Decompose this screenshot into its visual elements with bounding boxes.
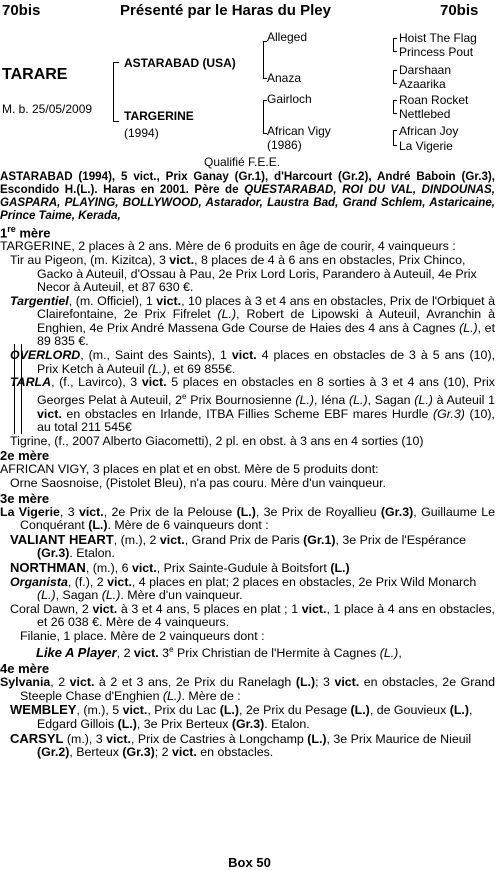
produce-northman: NORTHMAN, (m.), 6 vict., Prix Sainte-Gudule à Boitsfort (L.)	[10, 559, 350, 575]
ancestor-g3-4: Azaarika	[399, 77, 446, 91]
bracket-line	[393, 145, 397, 146]
bracket-line	[263, 100, 264, 134]
dam-year: (1994)	[124, 126, 159, 140]
dam-dam-year: (1986)	[267, 138, 302, 152]
produce-tarla: TARLA, (f., Lavirco), 3 vict. 5 places en obstacles en 8 sorties à 3 et 4 ans (10), Prix Georges Pelat à Auteuil, 2e Prix Bournosienne (L.), Iéna (L.), Sagan (L.) à Auteuil 1 vict. en obstacles en Irlande, ITBA Fillies Scheme EBF mares Hurdle (Gr.3) (10), au total 211 545€	[10, 375, 496, 435]
section-4e-mere: 4e mère	[0, 661, 50, 677]
produce-overlord: OVERLORD, (m., Saint des Saints), 1 vict. 4 places en obstacles de 3 à 5 ans (10), Prix Ketch à Auteuil (L.), et 69 855€.	[10, 348, 496, 376]
horse-name: TARARE	[2, 66, 68, 83]
bracket-line	[393, 113, 397, 114]
lot-number-right: 70bis	[440, 2, 479, 19]
bracket-line	[113, 62, 119, 63]
sire-name: ASTARABAD (USA)	[124, 56, 236, 70]
ancestor-g3-8: La Vigerie	[399, 139, 453, 153]
bracket-line	[393, 70, 397, 71]
produce-valiant-heart: VALIANT HEART, (m.), 2 vict., Grand Prix de Paris (Gr.1), 3e Prix de l'Espérance (Gr.3). Etalon.	[10, 531, 466, 561]
dam-name: TARGERINE	[124, 109, 194, 123]
bracket-line	[393, 83, 397, 84]
qualification: Qualifié F.E.E.	[204, 155, 281, 169]
sire-sire: Alleged	[267, 30, 308, 44]
consignor-title: Présenté par le Haras du Pley	[120, 2, 331, 19]
ancestor-g3-3: Darshaan	[399, 63, 452, 77]
bracket-line	[393, 51, 397, 52]
ancestor-g3-1: Hoist The Flag	[399, 31, 477, 45]
produce-orne-saosnoise: Orne Saosnoise, (Pistolet Bleu), n'a pas couru. Mère d'un vainqueur.	[10, 475, 386, 490]
bracket-line	[393, 100, 397, 101]
ancestor-g3-2: Princess Pout	[399, 45, 474, 59]
margin-rail	[14, 344, 22, 434]
third-dam-la-vigerie: La Vigerie, 3 vict., 2e Prix de la Pelouse (L.), 3e Prix de Royallieu (Gr.3), Guillaume Le Conquérant (L.). Mère de 6 vainqueurs dont :	[0, 504, 495, 533]
produce-targentiel: Targentiel, (m. Officiel), 1 vict., 10 places à 3 et 4 ans en obstacles, Prix de l'Orbiquet à Clairefontaine, 2e Prix Fifrelet (L.), Robert de Lipowski à Auteuil, Avranchin à Enghien, 4e Prix André Massena Gde Course de Haies des 4 ans à Cagnes (L.), et 89 835 €.	[10, 293, 496, 349]
bracket-line	[393, 130, 394, 146]
section-2e-mere: 2e mère	[0, 448, 50, 464]
box-number: Box 50	[228, 855, 271, 870]
bracket-line	[393, 100, 394, 114]
produce-filanie: Filanie, 1 place. Mère de 2 vainqueurs dont :	[20, 628, 265, 643]
dam-dam: African Vigy	[267, 124, 331, 138]
second-dam-intro: AFRICAN VIGY, 3 places en plat et en obst. Mère de 5 produits dont:	[0, 462, 379, 477]
sire-note: ASTARABAD (1994), 5 vict., Prix Ganay (Gr.1), d'Harcourt (Gr.2), André Baboin (Gr.3), Escondido H.(L.). Haras en 2001. Père de QUESTARABAD, ROI DU VAL, DINDOUNAS, GASPARA, PLAYING, BOLLYWOOD, Astarador, Laustra Bad, Grand Schlem, Astaricaine, Prince Taime, Kerada,	[0, 170, 495, 222]
bracket-line	[393, 38, 397, 39]
produce-organista: Organista, (f.), 2 vict., 4 places en plat; 2 places en obstacles, 2e Prix Wild Monarch (L.), Sagan (L.). Mère d'un vainqueur.	[10, 574, 477, 603]
produce-carsyl: CARSYL (m.), 3 vict., Prix de Castries à Longchamp (L.), 3e Prix Maurice de Nieuil (Gr.2), Berteux (Gr.3); 2 vict. en obstacles.	[10, 730, 472, 760]
produce-like-a-player: Like A Player, 2 vict. 3e Prix Christian de l'Hermite à Cagnes (L.),	[36, 645, 402, 661]
section-3e-mere: 3e mère	[0, 490, 50, 506]
produce-tir-au-pigeon: Tir au Pigeon, (m. Kizitca), 3 vict., 8 places de 4 à 6 ans en obstacles, Prix Chinco, Gacko à Auteuil, d'Ossau à Pau, 2e Prix Lord Loris, Parandero à Auteuil, 4e Prix Necor à Auteuil, et 87 630 €.	[10, 252, 477, 295]
bracket-line	[113, 121, 119, 122]
fourth-dam-sylvania: Sylvania, 2 vict. à 2 et 3 ans, 2e Prix du Ranelagh (L.); 3 vict. en obstacles, 2e Grand Steeple Chase d'Enghien (L.). Mère de :	[0, 675, 496, 703]
produce-coral-dawn: Coral Dawn, 2 vict. à 3 et 4 ans, 5 places en plat ; 1 vict., 1 place à 4 ans en obstacles, et 26 038 €. Mère de 4 vainqueurs.	[10, 601, 496, 630]
section-1re-mere: 1re mère	[0, 224, 51, 241]
bracket-line	[393, 70, 394, 84]
sire-dam: Anaza	[267, 71, 302, 85]
bracket-line	[393, 130, 397, 131]
ancestor-g3-7: African Joy	[399, 124, 459, 138]
ancestor-g3-5: Roan Rocket	[399, 93, 469, 107]
catalogue-body	[0, 170, 495, 760]
produce-tigrine: Tigrine, (f., 2007 Alberto Giacometti), 2 pl. en obst. à 3 ans en 4 sorties (10)	[10, 433, 424, 448]
horse-description: M. b. 25/05/2009	[2, 102, 93, 116]
dam-sire: Gairloch	[267, 92, 312, 106]
bracket-line	[393, 38, 394, 52]
lot-number-left: 70bis	[2, 2, 41, 19]
ancestor-g3-6: Nettlebed	[399, 107, 451, 121]
bracket-line	[263, 41, 264, 79]
bracket-line	[113, 62, 114, 122]
produce-wembley: WEMBLEY, (m.), 5 vict., Prix du Lac (L.), 2e Prix du Pesage (L.), de Gouvieux (L.), Edgard Gillois (L.), 3e Prix Berteux (Gr.3). Etalon.	[10, 702, 473, 731]
dam-intro: TARGERINE, 2 places à 2 ans. Mère de 6 produits en âge de courir, 4 vainqueurs :	[0, 239, 456, 254]
